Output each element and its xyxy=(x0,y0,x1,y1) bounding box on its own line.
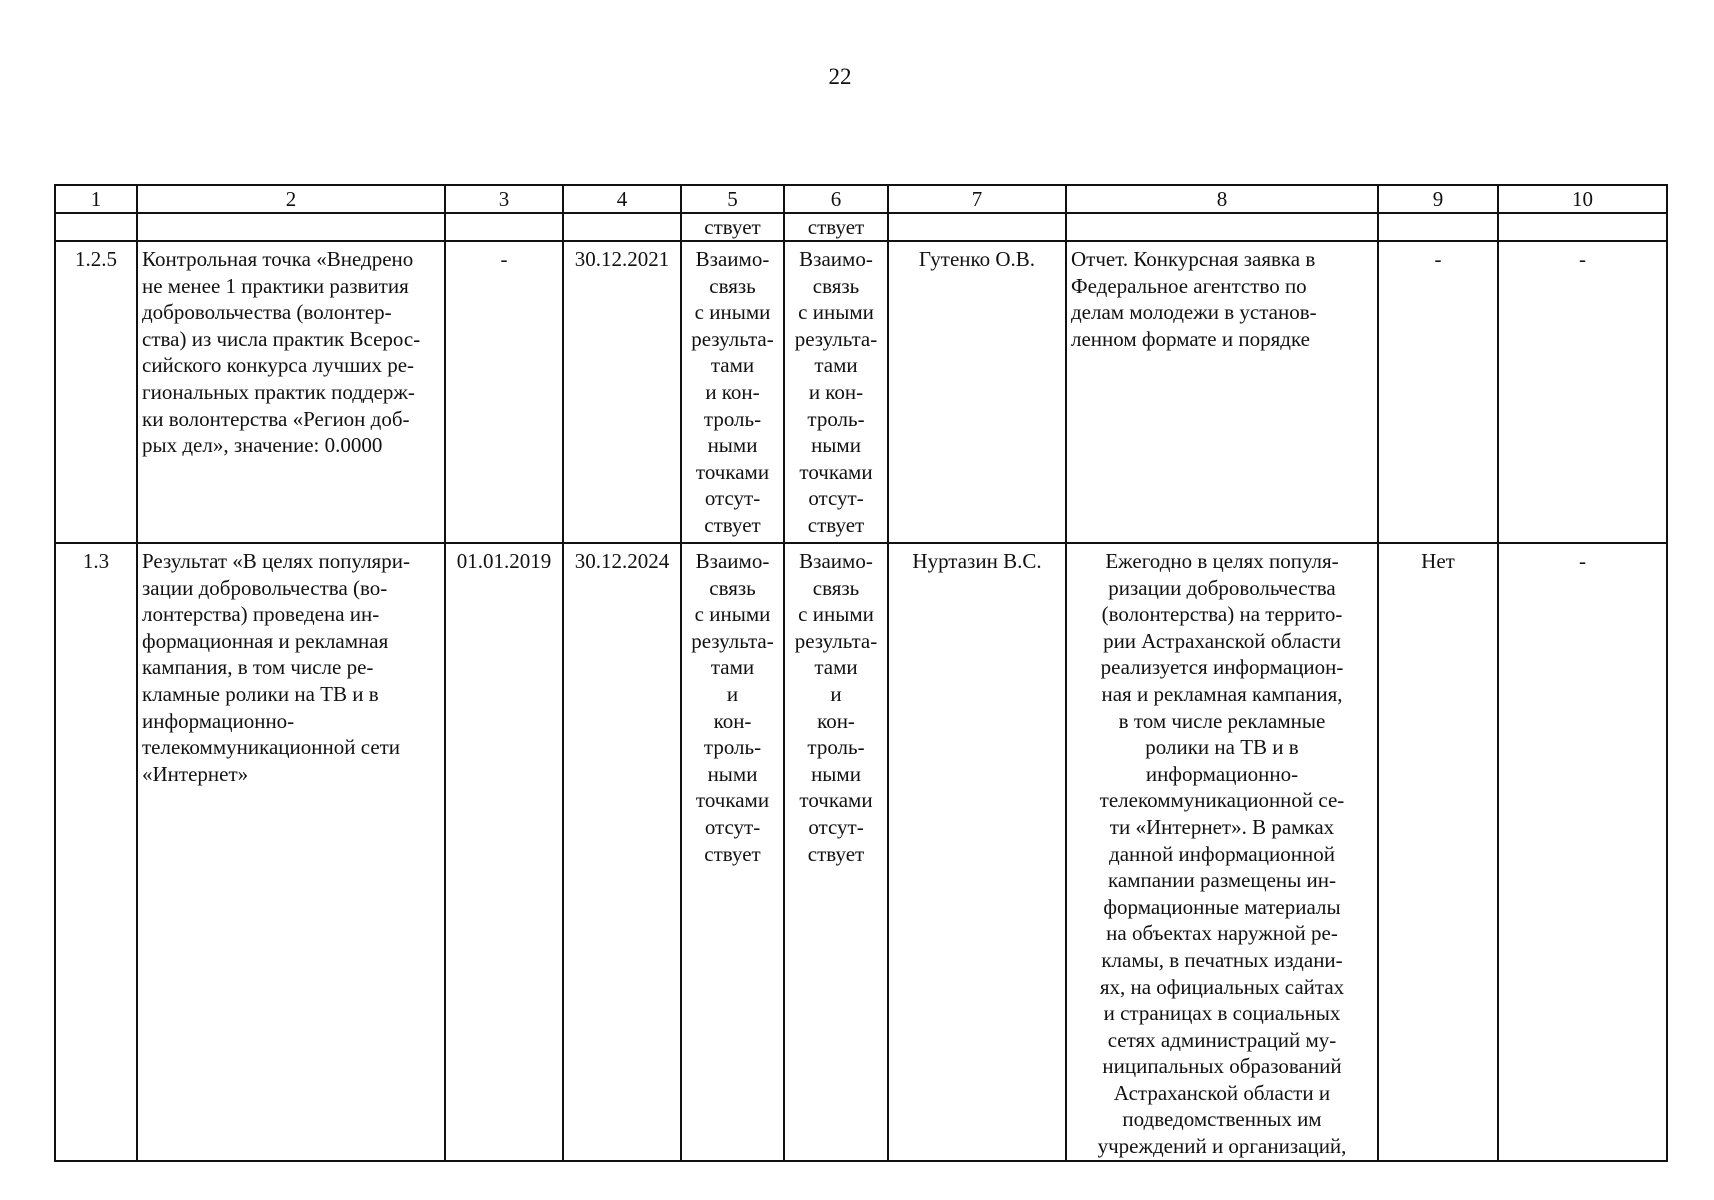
column-number: 3 xyxy=(445,185,563,213)
row-name: Результат «В целях популяри- зации добровольчества (во- лонтерства) проведена ин- формационная и рекламная кампания, в том числе ре- кламные ролики на ТВ и в информационно- телекоммуникационной сети «Интернет» xyxy=(137,543,445,1161)
row-description: Отчет. Конкурсная заявка в Федеральное агентство по делам молодежи в установ- ленном формате и порядке xyxy=(1066,241,1378,543)
row-end-date: 30.12.2024 xyxy=(563,543,681,1161)
row-col9: - xyxy=(1378,241,1498,543)
column-number-row xyxy=(55,185,1667,213)
row-col9: Нет xyxy=(1378,543,1498,1161)
column-number: 5 xyxy=(681,185,784,213)
row-col10: - xyxy=(1498,241,1667,543)
continuation-cell-5: ствует xyxy=(681,213,784,241)
column-number: 2 xyxy=(137,185,445,213)
empty-cell xyxy=(563,213,681,241)
column-number: 6 xyxy=(784,185,888,213)
column-number: 10 xyxy=(1498,185,1667,213)
empty-cell xyxy=(55,213,137,241)
row-name: Контрольная точка «Внедрено не менее 1 практики развития добровольчества (волонтер- ства) из числа практик Всерос- сийского конкурса лучших ре- гиональных практик поддерж- ки волонтерства «Регион доб- рых дел», значение: 0.0000 xyxy=(137,241,445,543)
row-relation-5: Взаимо- связь с иными результа- тами и кон- троль- ными точками отсут- ствует xyxy=(681,543,784,1161)
empty-cell xyxy=(1378,213,1498,241)
empty-cell xyxy=(888,213,1066,241)
continuation-cell-6: ствует xyxy=(784,213,888,241)
column-number: 1 xyxy=(55,185,137,213)
table-row xyxy=(55,241,1667,543)
row-relation-6: Взаимо- связь с иными результа- тами и кон- троль- ными точками отсут- ствует xyxy=(784,241,888,543)
column-number: 7 xyxy=(888,185,1066,213)
row-col10: - xyxy=(1498,543,1667,1161)
continuation-row xyxy=(55,213,1667,241)
table-row xyxy=(55,543,1667,1161)
row-start-date: 01.01.2019 xyxy=(445,543,563,1161)
row-end-date: 30.12.2021 xyxy=(563,241,681,543)
empty-cell xyxy=(1498,213,1667,241)
row-responsible: Гутенко О.В. xyxy=(888,241,1066,543)
row-id: 1.3 xyxy=(55,543,137,1161)
empty-cell xyxy=(445,213,563,241)
empty-cell xyxy=(137,213,445,241)
row-start-date: - xyxy=(445,241,563,543)
page-number: 22 xyxy=(828,64,852,89)
row-relation-6: Взаимо- связь с иными результа- тами и кон- троль- ными точками отсут- ствует xyxy=(784,543,888,1161)
row-description: Ежегодно в целях популя- ризации добровольчества (волонтерства) на террито- рии Астраханской области реализуется информацион- ная и рекламная кампания, в том числе рекламные ролики на ТВ и в информационно- телекоммуникационной се- ти «Интернет». В рамках данной информационной кампании размещены ин- формационные материалы на объектах наружной ре- кламы, в печатных издани- ях, на официальных сайтах и страницах в социальных сетях администраций му- ниципальных образований Астраханской области и подведомственных им учреждений и организаций, xyxy=(1066,543,1378,1161)
row-relation-5: Взаимо- связь с иными результа- тами и кон- троль- ными точками отсут- ствует xyxy=(681,241,784,543)
column-number: 4 xyxy=(563,185,681,213)
column-number: 9 xyxy=(1378,185,1498,213)
results-table xyxy=(54,184,1668,1162)
row-responsible: Нуртазин В.С. xyxy=(888,543,1066,1161)
column-number: 8 xyxy=(1066,185,1378,213)
empty-cell xyxy=(1066,213,1378,241)
row-id: 1.2.5 xyxy=(55,241,137,543)
